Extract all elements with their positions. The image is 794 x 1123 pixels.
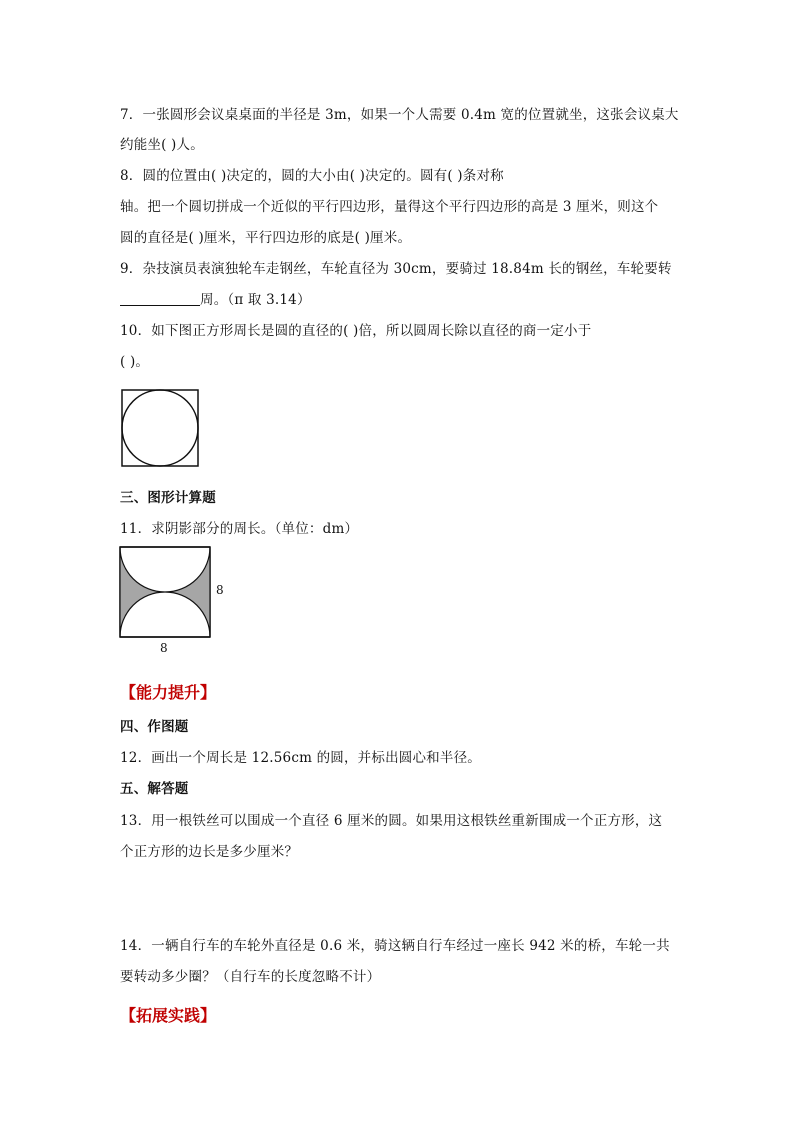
q9-line-1: 9．杂技演员表演独轮车走钢丝，车轮直径为 30cm，要骑过 18.84m 长的钢丝，车轮要转 [120, 261, 672, 277]
q8-line-2: 轴。把一个圆切拼成一个近似的平行四边形，量得这个平行四边形的高是 3 厘米，则这个 [120, 199, 659, 215]
q7-line-2: 约能坐( )人。 [120, 137, 204, 153]
q10-line-1: 10．如下图正方形周长是圆的直径的( )倍，所以圆周长除以直径的商一定小于 [120, 323, 592, 339]
q10-line-2: ( )。 [120, 354, 150, 370]
section-5-title: 五、解答题 [120, 781, 189, 797]
q7-line-1: 7．一张圆形会议桌桌面的半径是 3m，如果一个人需要 0.4m 宽的位置就坐，这张会议桌大 [120, 107, 679, 123]
q11-figure [118, 545, 228, 657]
q11-bottom-label: 8 [160, 641, 168, 655]
q11-text: 11．求阴影部分的周长。（单位：dm） [120, 521, 359, 537]
q14-line-1: 14．一辆自行车的车轮外直径是 0.6 米，骑这辆自行车经过一座长 942 米的桥，车轮一共 [120, 938, 670, 954]
q9-line-2-suffix: 周。（π 取 3.14） [200, 292, 311, 308]
q9-answer-blank [120, 291, 200, 306]
section-3-title: 三、图形计算题 [120, 490, 216, 506]
q8-line-1: 8．圆的位置由( )决定的，圆的大小由( )决定的。圆有( )条对称 [120, 168, 504, 184]
q12-text: 12．画出一个周长是 12.56cm 的圆，并标出圆心和半径。 [120, 750, 481, 766]
q14-line-2: 要转动多少圈？（自行车的长度忽略不计） [120, 969, 381, 985]
ability-section-title: 【能力提升】 [120, 683, 217, 702]
q9-line-2 [120, 291, 680, 309]
section-4-title: 四、作图题 [120, 719, 189, 735]
q11-side-label: 8 [216, 583, 224, 597]
q8-line-3: 圆的直径是( )厘米，平行四边形的底是( )厘米。 [120, 230, 412, 246]
q10-figure-circle-in-square [120, 388, 202, 470]
q10-circle [122, 390, 198, 466]
q13-line-1: 13．用一根铁丝可以围成一个直径 6 厘米的圆。如果用这根铁丝重新围成一个正方形，这 [120, 813, 663, 829]
extend-section-title: 【拓展实践】 [120, 1006, 217, 1025]
q13-line-2: 个正方形的边长是多少厘米？ [120, 844, 299, 860]
